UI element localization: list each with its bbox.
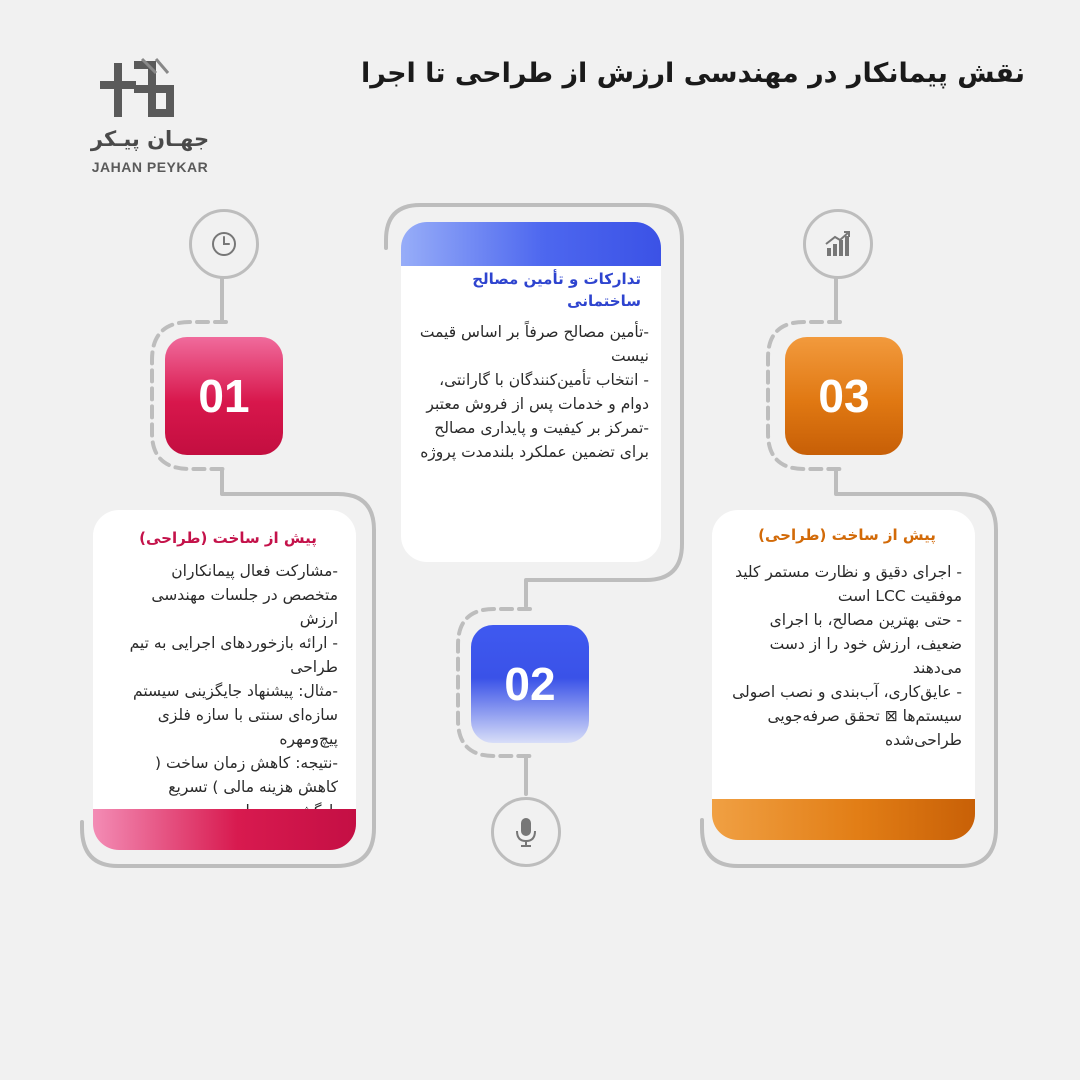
step-number-badge: 03 [785, 337, 903, 455]
card-heading: پیش از ساخت (طراحی) [758, 526, 936, 544]
card-accent-bar [712, 799, 975, 840]
step-number-badge: 02 [471, 625, 589, 743]
card-body-text: -تأمین مصالح صرفاً بر اساس قیمت نیست - انتخاب تأمین‌کنندگان با گارانتی، دوام و خدمات پس از فروش معتبر -تمرکز بر کیفیت و پایداری مصالح برای تضمین عملکرد بلندمدت پروژه [419, 323, 649, 461]
step-card-execution [712, 510, 975, 840]
logo-mark-icon [60, 55, 240, 125]
card-heading: تدارکات و تأمین مصالح ساختمانی [472, 270, 641, 310]
logo-name-en: JAHAN PEYKAR [91, 159, 209, 175]
card-heading: پیش از ساخت (طراحی) [139, 529, 317, 547]
card-accent-bar [401, 222, 661, 266]
company-logo [60, 55, 240, 185]
chart-growth-icon [803, 209, 873, 279]
card-body-text: - اجرای دقیق و نظارت مستمر کلید موفقیت LCC است - حتی بهترین مصالح، با اجرای ضعیف، ارزش خود را از دست می‌دهند - عایق‌کاری، آب‌بندی و نصب اصولی سیستم‌ها ⊠ تحقق صرفه‌جویی طراحی‌شده [732, 563, 962, 749]
card-accent-bar [93, 809, 356, 850]
page-title: نقش پیمانکار در مهندسی ارزش از طراحی تا اجرا [361, 58, 1025, 89]
step-card-pre-construction [93, 510, 356, 850]
logo-name-fa: جهـان پیـکر [90, 127, 210, 151]
microphone-icon [491, 797, 561, 867]
step-number-badge: 01 [165, 337, 283, 455]
card-body-text: -مشارکت فعال پیمانکاران متخصص در جلسات مهندسی ارزش - ارائه بازخوردهای اجرایی به تیم طراحی -مثال: پیشنهاد جایگزینی سیستم سازه‌ای سنتی با سازه فلزی پیچ‌ومهره -نتیجه: کاهش زمان ساخت ( کاهش هزینه مالی ) تسریع [129, 562, 338, 796]
step-card-procurement [401, 222, 661, 562]
clock-icon [189, 209, 259, 279]
